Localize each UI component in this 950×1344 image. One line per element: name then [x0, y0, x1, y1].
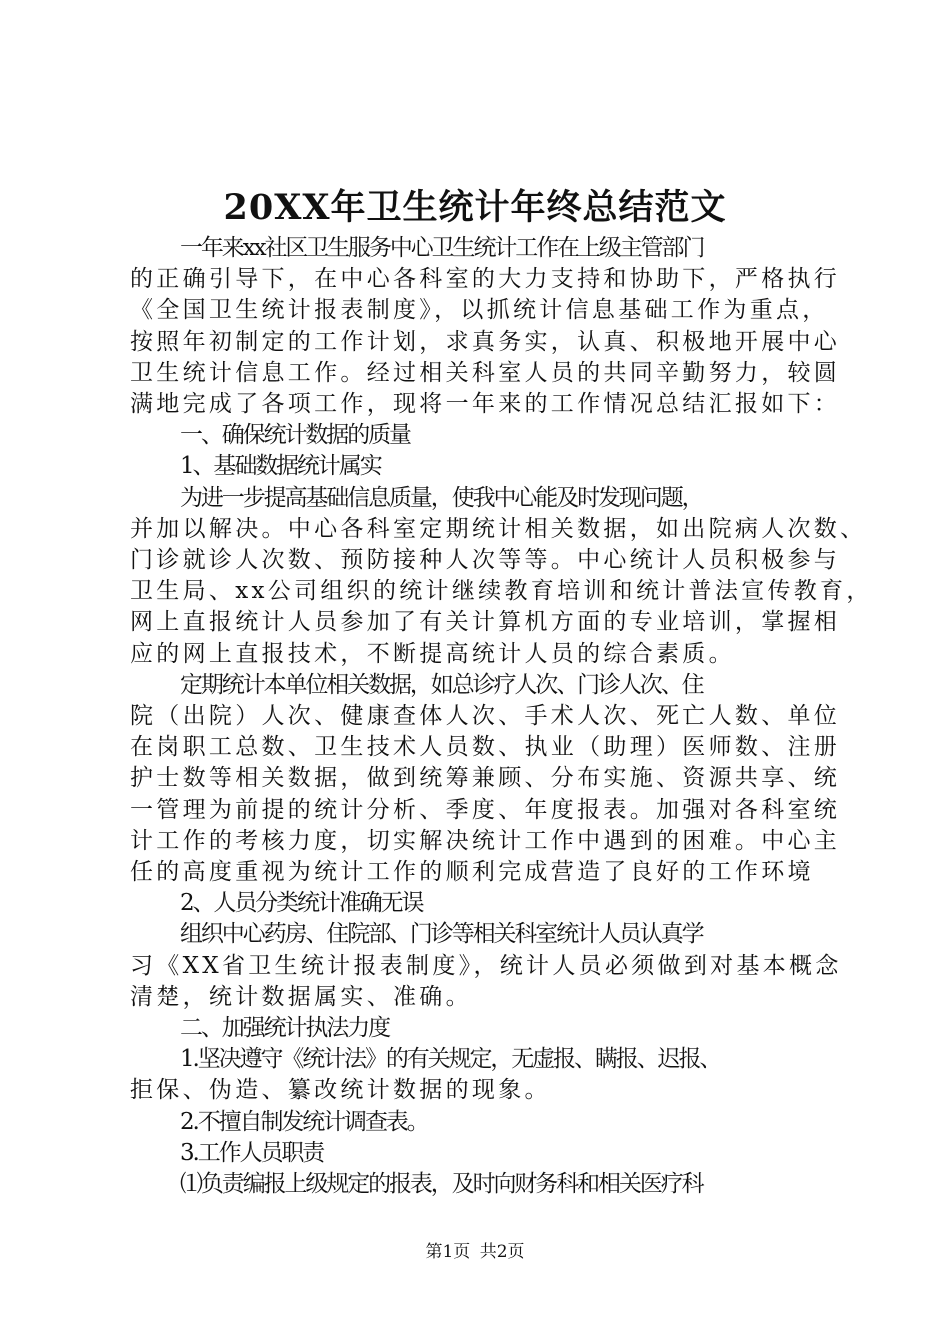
paragraph-line: 一年来xx社区卫生服务中心卫生统计工作在上级主管部门: [180, 235, 704, 261]
paragraph-line: 1.坚决遵守《统计法》的有关规定，无虚报、瞒报、迟报、: [180, 1046, 721, 1073]
paragraph-line: 一管理为前提的统计分析、季度、年度报表。加强对各科室统: [130, 796, 841, 823]
paragraph-line: 门诊就诊人次数、预防接种人次等等。中心统计人员积极参与: [130, 547, 841, 574]
paragraph-line: 2、人员分类统计准确无误: [180, 890, 423, 917]
page-title: 20XX年卫生统计年终总结范文: [223, 187, 727, 228]
paragraph: [130, 1169, 850, 1200]
paragraph: [130, 233, 850, 420]
paragraph-line: 一、确保统计数据的质量: [180, 422, 410, 449]
paragraph: [130, 451, 850, 482]
page-total: 共2页: [479, 1242, 525, 1262]
paragraph-line: 2.不擅自制发统计调查表。: [180, 1108, 428, 1135]
paragraph-line: 习《XX省卫生统计报表制度》，统计人员必须做到对基本概念: [130, 952, 842, 979]
paragraph-line: 应的网上直报技术，不断提高统计人员的综合素质。: [130, 640, 735, 667]
paragraph-line: 任的高度重视为统计工作的顺利完成营造了良好的工作环境: [130, 859, 814, 886]
page-number: 第1页: [425, 1242, 471, 1262]
page-footer: [0, 1240, 950, 1264]
paragraph-line: 清楚，统计数据属实、准确。: [130, 983, 472, 1010]
paragraph-line: ⑴负责编报上级规定的报表，及时向财务科和相关医疗科: [180, 1171, 703, 1198]
paragraph-line: 组织中心药房、住院部、门诊等相关科室统计人员认真学: [180, 921, 703, 948]
paragraph-line: 满地完成了各项工作，现将一年来的工作情况总结汇报如下：: [130, 391, 841, 418]
paragraph-line: 3.工作人员职责: [180, 1139, 324, 1166]
paragraph: [130, 1107, 850, 1138]
document-body: [130, 233, 873, 1200]
paragraph-line: 二、加强统计执法力度: [180, 1015, 390, 1042]
paragraph-line: 院（出院）人次、健康查体人次、手术人次、死亡人数、单位: [130, 703, 841, 730]
paragraph: [130, 1013, 850, 1044]
paragraph: [130, 1138, 850, 1169]
paragraph-line: 计工作的考核力度，切实解决统计工作中遇到的困难。中心主: [130, 827, 841, 854]
paragraph: [130, 1044, 850, 1106]
paragraph-line: 网上直报统计人员参加了有关计算机方面的专业培训，掌握相: [130, 609, 841, 636]
paragraph: [130, 483, 873, 670]
paragraph: [130, 888, 850, 919]
paragraph-line: 《全国卫生统计报表制度》，以抓统计信息基础工作为重点，: [130, 297, 829, 324]
paragraph-line: 在岗职工总数、卫生技术人员数、执业（助理）医师数、注册: [130, 734, 841, 761]
paragraph-line: 卫生局、xx公司组织的统计继续教育培训和统计普法宣传教育，: [130, 578, 873, 605]
paragraph-line: 护士数等相关数据，做到统筹兼顾、分布实施、资源共享、统: [130, 765, 841, 792]
paragraph-line: 的正确引导下，在中心各科室的大力支持和协助下，严格执行: [130, 266, 841, 293]
paragraph-line: 定期统计本单位相关数据，如总诊疗人次、门诊人次、住: [180, 671, 703, 698]
paragraph-line: 并加以解决。中心各科室定期统计相关数据，如出院病人次数、: [130, 515, 867, 542]
paragraph: [130, 420, 850, 451]
paragraph-line: 卫生统计信息工作。经过相关科室人员的共同辛勤努力，较圆: [130, 359, 841, 386]
paragraph: [130, 919, 850, 1013]
paragraph-line: 拒保、伪造、纂改统计数据的现象。: [130, 1077, 551, 1104]
paragraph-line: 为进一步提高基础信息质量，使我中心能及时发现问题，: [180, 484, 703, 511]
paragraph: [130, 670, 850, 888]
paragraph-line: 按照年初制定的工作计划，求真务实，认真、积极地开展中心: [130, 328, 841, 355]
paragraph-line: 1、基础数据统计属实: [180, 453, 381, 480]
